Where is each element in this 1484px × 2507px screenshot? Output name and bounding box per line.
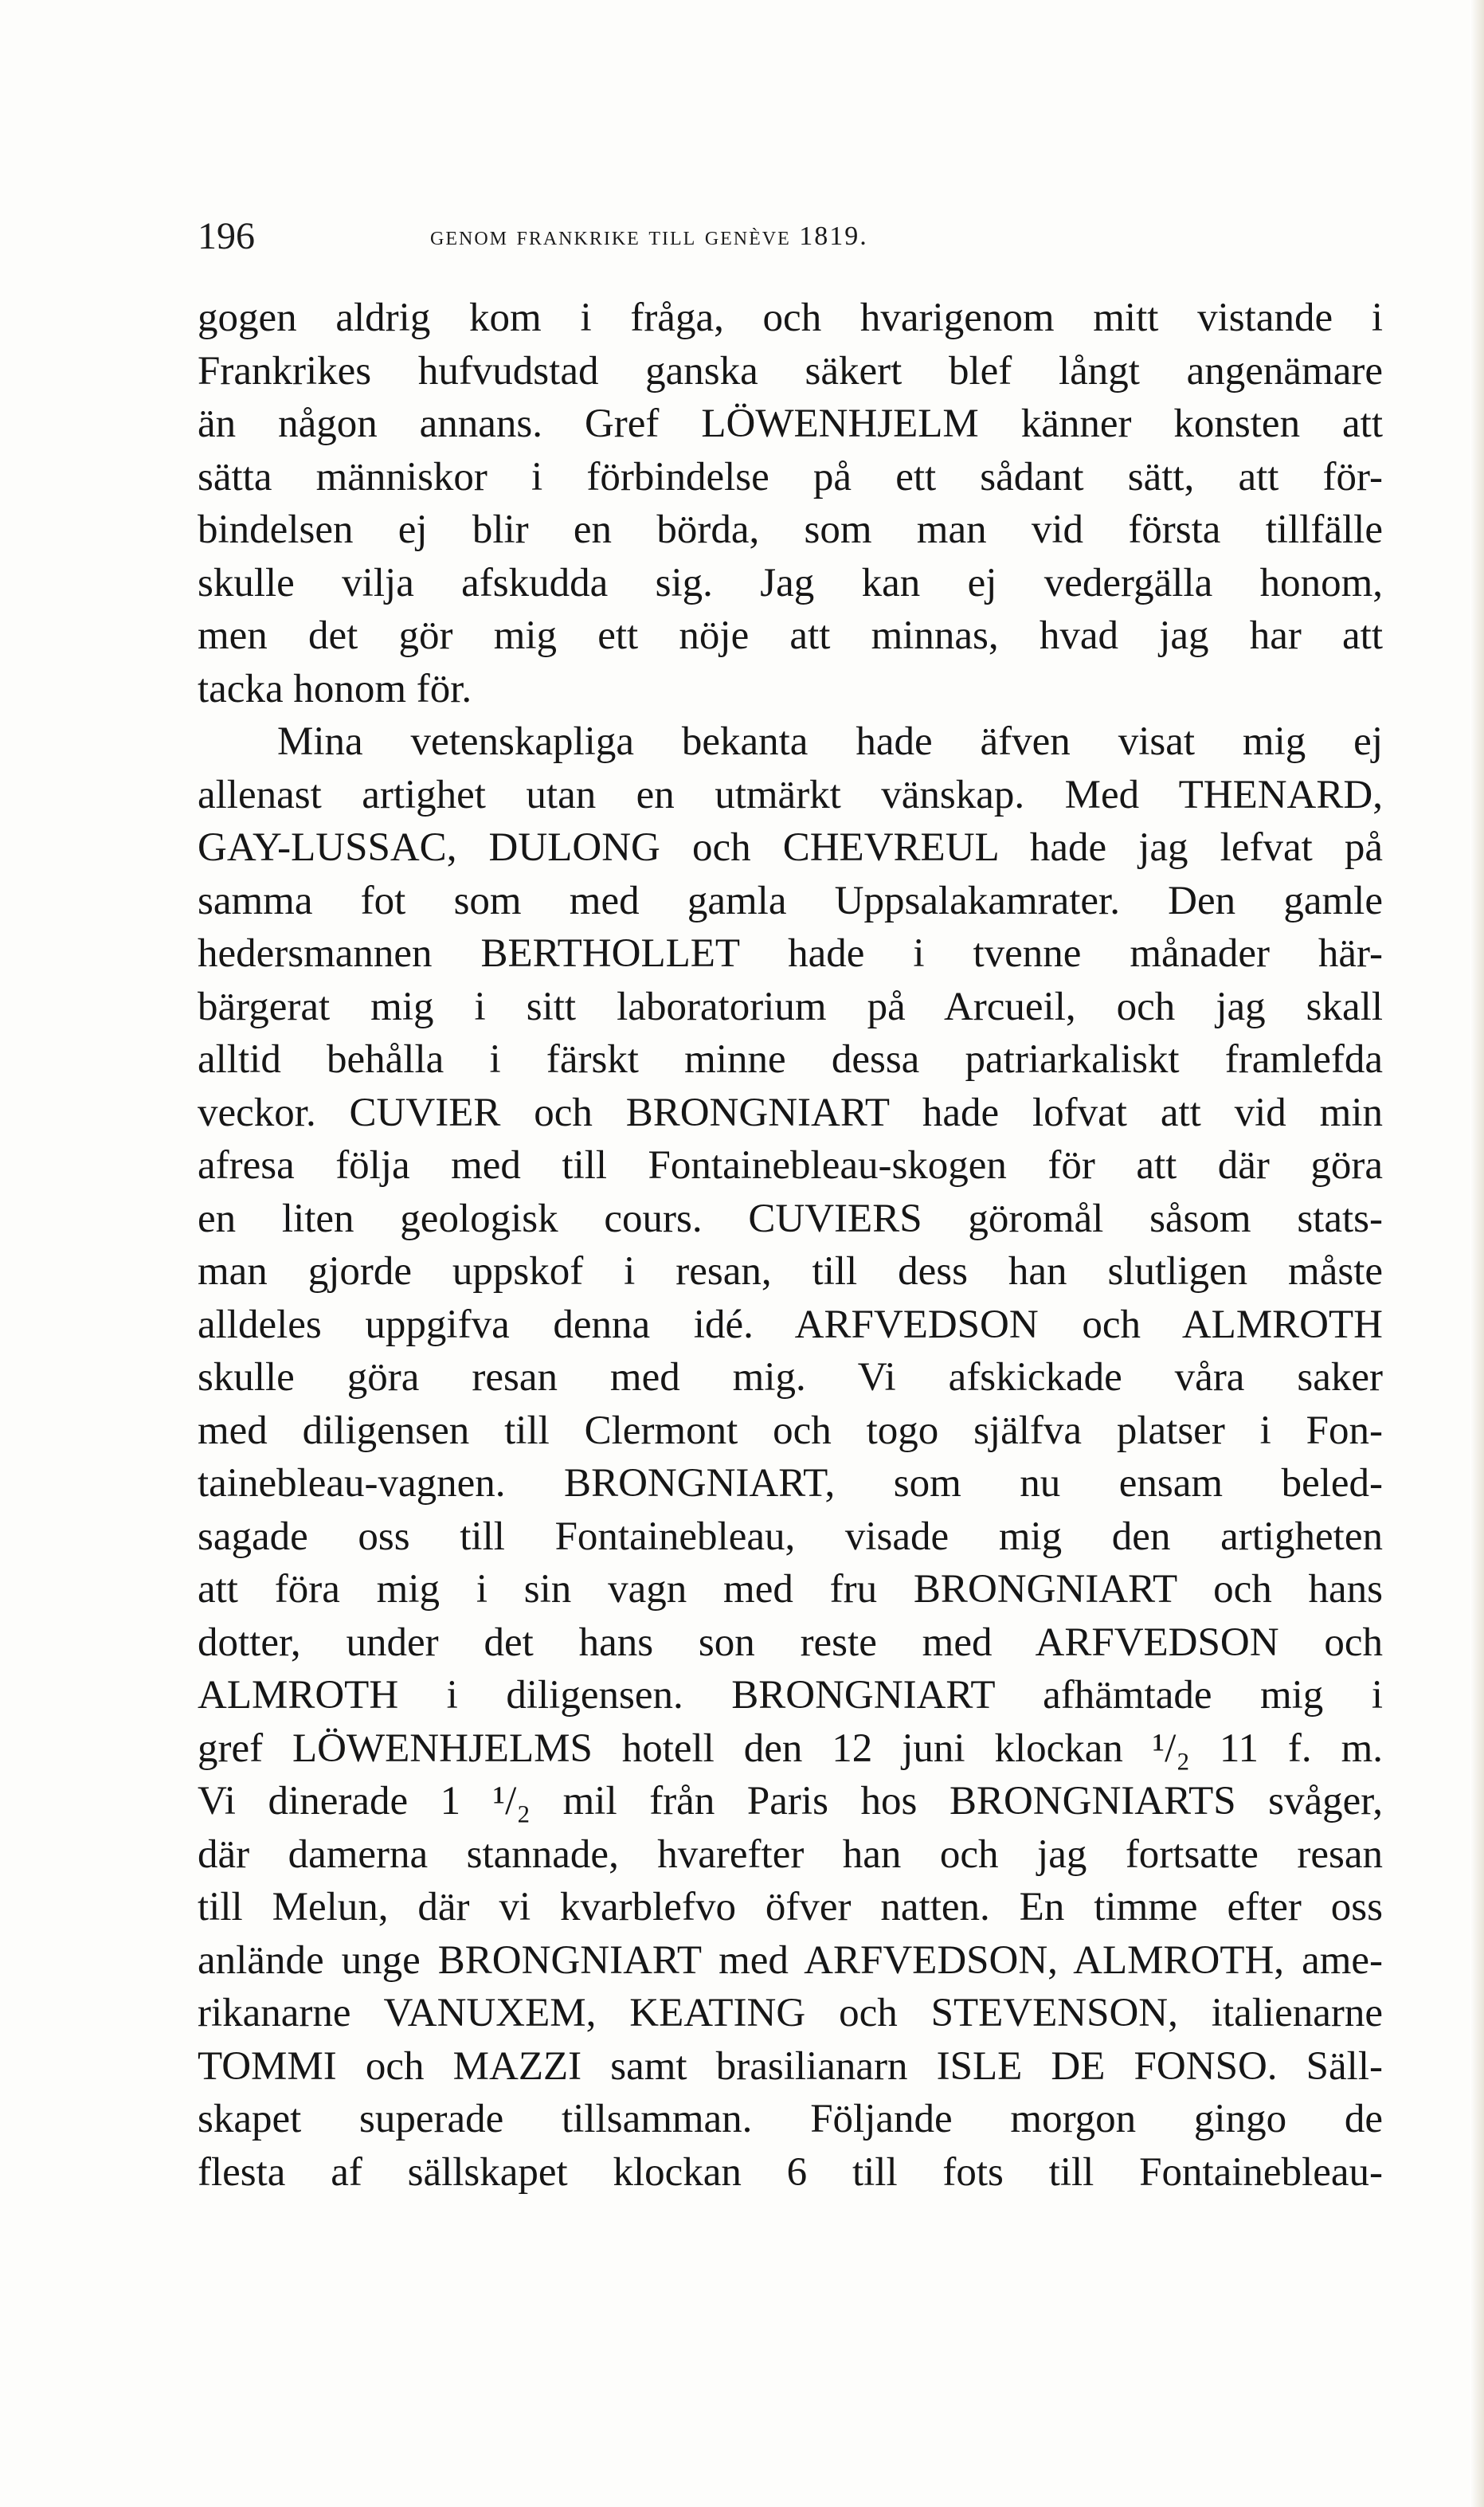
text-line: allenast artighet utan en utmärkt vänskap. Med THENARD,: [198, 772, 1383, 817]
page-header: [198, 209, 1383, 264]
running-head: genom frankrike till genève 1819.: [430, 221, 868, 251]
text-line: bärgerat mig i sitt laboratorium på Arcueil, och jag skall: [198, 984, 1383, 1029]
text-line: GAY-LUSSAC, DULONG och CHEVREUL hade jag lefvat på: [198, 825, 1383, 870]
text-line: sätta människor i förbindelse på ett sådant sätt, att för-: [198, 454, 1383, 499]
text-line: Vi dinerade 1 ¹/₂ mil från Paris hos BRONGNIARTS svåger,: [198, 1779, 1383, 1823]
text-line: med diligensen till Clermont och togo själfva platser i Fon-: [198, 1408, 1383, 1453]
text-line: att föra mig i sin vagn med fru BRONGNIART och hans: [198, 1567, 1383, 1612]
text-line: alltid behålla i färskt minne dessa patriarkaliskt framlefda: [198, 1037, 1383, 1082]
body-text: [198, 292, 1383, 2199]
text-line: TOMMI och MAZZI samt brasilianarn ISLE DE FONSO. Säll-: [198, 2043, 1383, 2089]
page-number: 196: [198, 215, 255, 257]
text-line: tainebleau-vagnen. BRONGNIART, som nu ensam beled-: [198, 1461, 1383, 1506]
text-line: samma fot som med gamla Uppsalakamrater. Den gamle: [198, 878, 1383, 923]
text-line: gogen aldrig kom i fråga, och hvarigenom mitt vistande i: [198, 296, 1383, 340]
page-edge-shading: [1470, 0, 1484, 2507]
text-line: än någon annans. Gref LÖWENHJELM känner konsten att: [198, 402, 1383, 446]
text-line: bindelsen ej blir en börda, som man vid första tillfälle: [198, 507, 1383, 552]
text-line: flesta af sällskapet klockan 6 till fots till Fontainebleau-: [198, 2149, 1383, 2195]
text-line: till Melun, där vi kvarblefvo öfver natten. En timme efter oss: [198, 1885, 1383, 1929]
text-line: skulle vilja afskudda sig. Jag kan ej vedergälla honom,: [198, 560, 1383, 605]
text-line: men det gör mig ett nöje att minnas, hvad jag har att: [198, 613, 1383, 658]
text-line: gref LÖWENHJELMS hotell den 12 juni klockan ¹/₂ 11 f. m.: [198, 1726, 1383, 1771]
text-line: veckor. CUVIER och BRONGNIART hade lofvat att vid min: [198, 1090, 1383, 1135]
text-line: tacka honom för.: [198, 666, 472, 711]
text-line: skapet superade tillsamman. Följande morgon gingo de: [198, 2097, 1383, 2141]
text-line: ALMROTH i diligensen. BRONGNIART afhämtade mig i: [198, 1673, 1383, 1718]
text-line: dotter, under det hans son reste med ARFVEDSON och: [198, 1620, 1383, 1665]
paragraph-start-line: Mina vetenskapliga bekanta hade äfven visat mig ej: [277, 719, 1383, 764]
text-line: anlände unge BRONGNIART med ARFVEDSON, ALMROTH, ame-: [198, 1937, 1383, 1983]
text-line: hedersmannen BERTHOLLET hade i tvenne månader här-: [198, 931, 1383, 976]
text-line: afresa följa med till Fontainebleau-skogen för att där göra: [198, 1143, 1383, 1188]
text-line: en liten geologisk cours. CUVIERS göromål såsom stats-: [198, 1196, 1383, 1241]
text-line: alldeles uppgifva denna idé. ARFVEDSON och ALMROTH: [198, 1302, 1383, 1347]
text-line: sagade oss till Fontainebleau, visade mig den artigheten: [198, 1514, 1383, 1559]
text-line: man gjorde uppskof i resan, till dess han slutligen måste: [198, 1249, 1383, 1294]
text-line: där damerna stannade, hvarefter han och jag fortsatte resan: [198, 1831, 1383, 1877]
text-line: Frankrikes hufvudstad ganska säkert blef långt angenämare: [198, 348, 1383, 394]
text-line: skulle göra resan med mig. Vi afskickade våra saker: [198, 1355, 1383, 1400]
text-line: rikanarne VANUXEM, KEATING och STEVENSON, italienarne: [198, 1991, 1383, 2035]
